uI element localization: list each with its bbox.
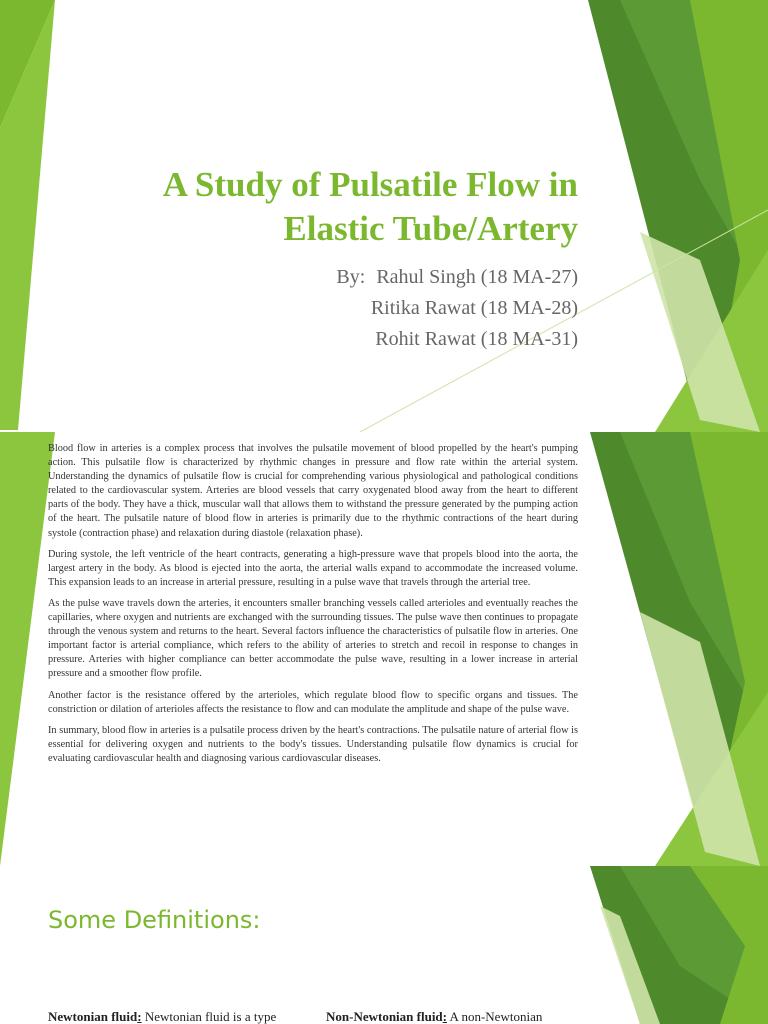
slide-title	[58, 163, 578, 251]
author-name-1: Rahul Singh (18 MA-27)	[376, 266, 578, 288]
definitions-slide	[0, 866, 768, 1024]
author-line-1	[178, 262, 578, 293]
title-line-1: A Study of Pulsatile Flow in	[162, 165, 578, 204]
body-text	[48, 442, 578, 773]
author-line-2	[178, 293, 578, 324]
definitions-heading: Some Definitions:	[48, 906, 261, 934]
paragraph-2: During systole, the left ventricle of the heart contracts, generating a high-pressure wave that propels blood into the aorta, the largest artery in the body. As blood is ejected into the aorta, the arterial walls expand to accommodate the increased volume. This expansion leads to an increase in arterial pressure, resulting in a pulse wave that travels through the arterial tree.	[48, 548, 578, 588]
green-decoration-3	[0, 866, 768, 1024]
definition-non-newtonian: Non-Newtonian fluid: A non-Newtonian	[326, 1009, 543, 1024]
definition-newtonian: Newtonian fluid: Newtonian fluid is a type	[48, 1009, 277, 1024]
left-green-shape-2	[0, 432, 55, 866]
author-name-2: Ritika Rawat (18 MA-28)	[370, 297, 578, 319]
authors-block	[178, 262, 578, 355]
paragraph-1: Blood flow in arteries is a complex process that involves the pulsatile movement of blood propelled by the heart's pumping action. This pulsatile flow is characterized by rhythmic changes in pressure and flow rate within the arterial system. Understanding the dynamics of pulsatile flow is crucial for comprehending various physiological and pathological conditions related to the cardiovascular system. Arteries are blood vessels that carry oxygenated blood away from the heart to different parts of the body. They have a thick, muscular wall that allows them to withstand the pressure generated by the pumping action of the heart. The pulsatile nature of blood flow in arteries is primarily due to the rhythmic contractions of the heart during systole (contraction phase) and relaxation during diastole (relaxation phase).	[48, 443, 578, 539]
newtonian-term: Newtonian fluid	[48, 1009, 138, 1024]
title-slide	[0, 0, 768, 432]
non-newtonian-text: A non-Newtonian	[447, 1009, 543, 1024]
non-newtonian-term: Non-Newtonian fluid	[326, 1009, 443, 1024]
paragraph-3: As the pulse wave travels down the arteries, it encounters smaller branching vessels called arterioles and eventually reaches the capillaries, where oxygen and nutrients are exchanged with the surrounding tissues. The pulse wave then continues to propagate through the venous system and returns to the heart. Several factors influence the characteristics of pulsatile flow in arteries. One important factor is arterial compliance, which refers to the ability of arteries to stretch and recoil in response to changes in pressure. Arteries with higher compliance can better accommodate the pulse wave, resulting in a lower increase in arterial pressure and a smoother flow profile.	[48, 597, 578, 680]
title-line-2: Elastic Tube/Artery	[283, 209, 578, 248]
authors-prefix: By:	[336, 266, 366, 288]
newtonian-text: Newtonian fluid is a type	[141, 1009, 277, 1024]
paragraph-4: Another factor is the resistance offered by the arterioles, which regulate blood flow to specific organs and tissues. The constriction or dilation of arterioles affects the resistance to flow and can modulate the amplitude and shape of the pulse wave.	[48, 689, 578, 715]
author-name-3: Rohit Rawat (18 MA-31)	[375, 328, 578, 350]
text-slide	[0, 432, 768, 866]
author-line-3	[178, 324, 578, 355]
paragraph-5: In summary, blood flow in arteries is a pulsatile process driven by the heart's contractions. The pulsatile nature of arterial flow is essential for delivering oxygen and nutrients to the body's tissues. Understanding pulsatile flow dynamics is crucial for evaluating cardiovascular health and diagnosing various cardiovascular diseases.	[48, 724, 578, 764]
